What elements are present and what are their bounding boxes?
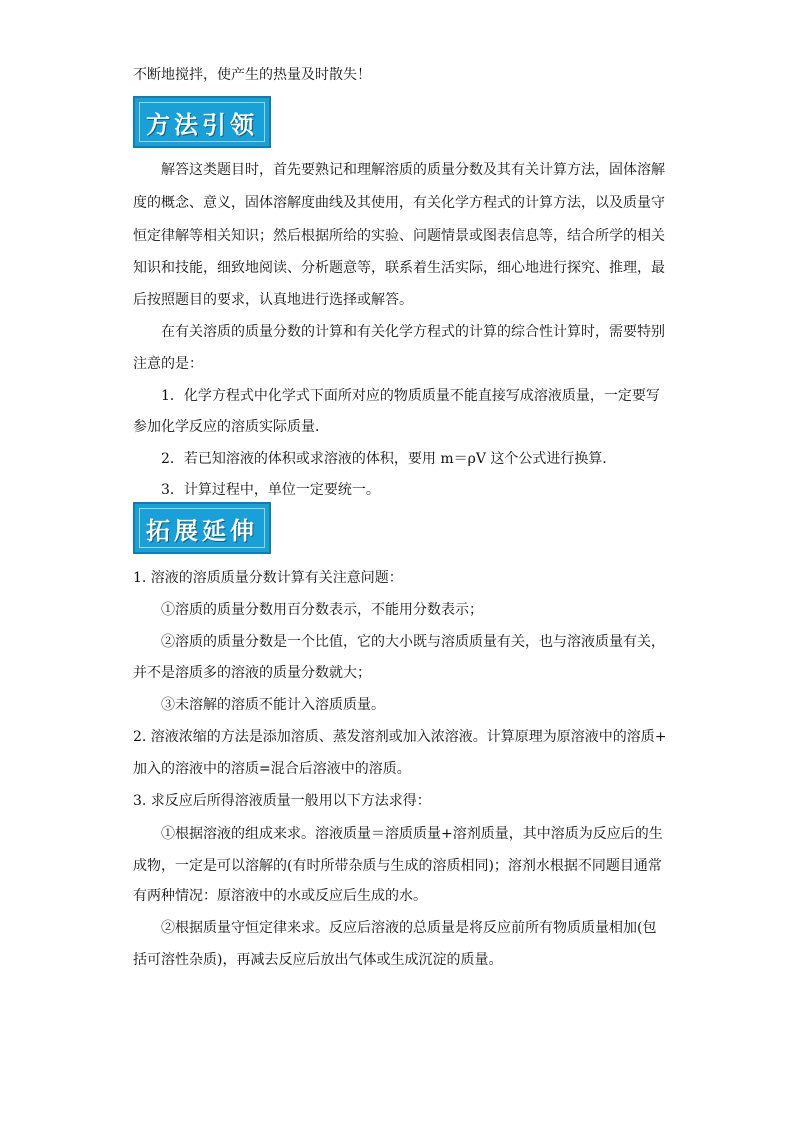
section-banner-extension bbox=[133, 502, 271, 554]
paragraph-line: 度的概念、意义，固体溶解度曲线及其使用，有关化学方程式的计算方法，以及质量守 bbox=[133, 195, 665, 211]
list-sub-item: ②溶质的质量分数是一个比值，它的大小既与溶质质量有关，也与溶液质量有关， bbox=[161, 634, 665, 650]
list-sub-item: 并不是溶质多的溶液的质量分数就大； bbox=[133, 665, 371, 681]
paragraph-line: 知识和技能，细致地阅读、分析题意等，联系着生活实际，细心地进行探究、推理，最 bbox=[133, 260, 665, 276]
paragraph-line: 在有关溶质的质量分数的计算和有关化学方程式的计算的综合性计算时，需要特别 bbox=[161, 324, 665, 340]
intro-line: 不断地搅拌，使产生的热量及时散失！ bbox=[133, 67, 371, 83]
list-sub-item: 有两种情况：原溶液中的水或反应后生成的水。 bbox=[133, 888, 427, 904]
list-sub-item: ①根据溶液的组成来求。溶液质量＝溶质质量+溶剂质量，其中溶质为反应后的生 bbox=[161, 826, 663, 842]
list-sub-item: ①溶质的质量分数用百分数表示，不能用分数表示； bbox=[161, 602, 483, 618]
list-sub-item: 成物，一定是可以溶解的(有时所带杂质与生成的溶质相同)；溶剂水根据不同题目通常 bbox=[133, 858, 662, 874]
paragraph-line: 后按照题目的要求，认真地进行选择或解答。 bbox=[133, 292, 413, 308]
list-item-line: 2. 溶液浓缩的方法是添加溶质、蒸发溶剂或加入浓溶液。计算原理为原溶液中的溶质+ bbox=[133, 729, 667, 745]
paragraph-line: 恒定律解等相关知识；然后根据所给的实验、问题情景或图表信息等，结合所学的相关 bbox=[133, 228, 665, 244]
point-line: 1．化学方程式中化学式下面所对应的物质质量不能直接写成溶液质量，一定要写 bbox=[161, 388, 660, 404]
point-line: 参加化学反应的溶质实际质量． bbox=[133, 419, 329, 435]
paragraph-line: 注意的是： bbox=[133, 356, 203, 372]
list-item-heading: 1. 溶液的溶质质量分数计算有关注意问题： bbox=[133, 570, 403, 586]
list-item-line: 加入的溶液中的溶质=混合后溶液中的溶质。 bbox=[133, 761, 411, 777]
list-sub-item: ③未溶解的溶质不能计入溶质质量。 bbox=[161, 697, 385, 713]
paragraph-line: 解答这类题目时，首先要熟记和理解溶质的质量分数及其有关计算方法，固体溶解 bbox=[161, 162, 665, 178]
point-line: 2．若已知溶液的体积或求溶液的体积，要用 m＝ρV 这个公式进行换算． bbox=[161, 451, 617, 467]
section-title-extension: 拓展延伸 bbox=[146, 516, 258, 545]
section-title-method: 方法引领 bbox=[146, 110, 258, 139]
point-line: 3．计算过程中，单位一定要统一。 bbox=[161, 482, 380, 498]
list-sub-item: ②根据质量守恒定律来求。反应后溶液的总质量是将反应前所有物质质量相加(包 bbox=[161, 920, 657, 936]
list-item-heading: 3. 求反应后所得溶液质量一般用以下方法求得： bbox=[133, 793, 431, 809]
section-banner-method bbox=[133, 96, 271, 148]
list-sub-item: 括可溶性杂质)，再减去反应后放出气体或生成沉淀的质量。 bbox=[133, 952, 503, 968]
